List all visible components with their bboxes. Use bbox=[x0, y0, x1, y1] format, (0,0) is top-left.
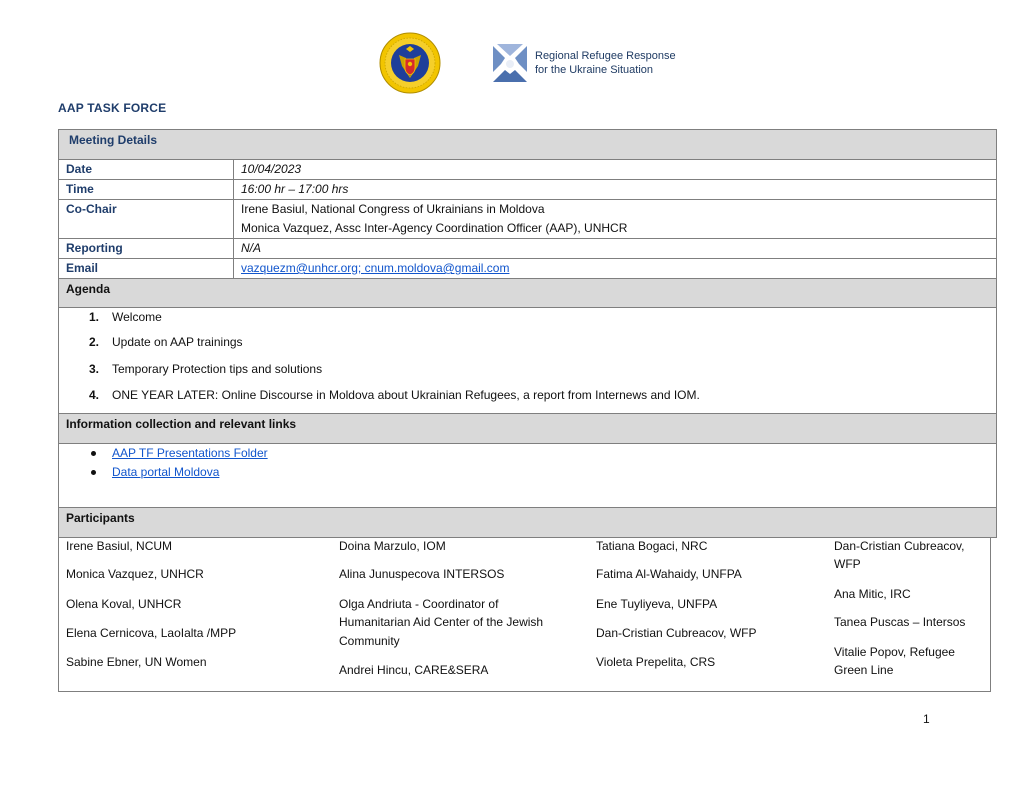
participant-name: WFP bbox=[834, 557, 861, 571]
moldova-coat-of-arms-logo bbox=[379, 31, 441, 95]
participant-name: Fatima Al-Wahaidy, UNFPA bbox=[596, 567, 742, 581]
logo-text-line-1: Regional Refugee Response bbox=[535, 50, 676, 62]
participant-name: Doina Marzulo, IOM bbox=[339, 539, 446, 553]
time-value: 16:00 hr – 17:00 hrs bbox=[241, 182, 349, 196]
email-separator: ; bbox=[357, 261, 365, 275]
co-chair-value-1: Irene Basiul, National Congress of Ukrainians in Moldova bbox=[241, 202, 545, 216]
meeting-details-header bbox=[58, 129, 997, 160]
info-heading: Information collection and relevant links bbox=[66, 417, 297, 431]
row-divider bbox=[58, 258, 997, 259]
details-column-divider bbox=[233, 159, 234, 279]
participant-name: Dan-Cristian Cubreacov, WFP bbox=[596, 626, 757, 640]
participant-name: Alina Junuspecova INTERSOS bbox=[339, 567, 505, 581]
agenda-item-4: ONE YEAR LATER: Online Discourse in Moldova about Ukrainian Refugees, a report from Internews and IOM. bbox=[112, 388, 700, 402]
participant-name: Irene Basiul, NCUM bbox=[66, 539, 173, 553]
participant-name: Elena Cernicova, LaoIalta /MPP bbox=[66, 626, 237, 640]
info-header bbox=[58, 413, 997, 444]
agenda-item-3: Temporary Protection tips and solutions bbox=[112, 362, 323, 376]
participant-name: Andrei Hincu, CARE&SERA bbox=[339, 663, 489, 677]
time-label: Time bbox=[66, 182, 94, 196]
participant-name: Ene Tuyliyeva, UNFPA bbox=[596, 597, 718, 611]
participant-name: Sabine Ebner, UN Women bbox=[66, 655, 207, 669]
link-aap-presentations[interactable]: AAP TF Presentations Folder bbox=[112, 446, 268, 460]
task-force-title: AAP TASK FORCE bbox=[58, 101, 167, 115]
regional-refugee-response-logo bbox=[489, 42, 689, 86]
agenda-item-2: Update on AAP trainings bbox=[112, 335, 243, 349]
page-number: 1 bbox=[923, 712, 930, 726]
agenda-number-3: 3. bbox=[89, 362, 100, 376]
agenda-heading: Agenda bbox=[66, 282, 111, 296]
logo-text-line-2: for the Ukraine Situation bbox=[535, 64, 654, 76]
participant-name: Tatiana Bogaci, NRC bbox=[596, 539, 708, 553]
participant-name: Violeta Prepelita, CRS bbox=[596, 655, 716, 669]
meeting-details-heading: Meeting Details bbox=[69, 133, 158, 147]
meeting-details-table bbox=[58, 159, 997, 279]
row-divider bbox=[58, 199, 997, 200]
participant-name: Humanitarian Aid Center of the Jewish bbox=[339, 615, 544, 629]
row-divider bbox=[58, 179, 997, 180]
participants-header bbox=[58, 507, 997, 538]
bullet-icon bbox=[91, 451, 96, 456]
link-data-portal[interactable]: Data portal Moldova bbox=[112, 465, 220, 479]
email-value bbox=[241, 261, 509, 275]
co-chair-value-2: Monica Vazquez, Assc Inter-Agency Coordination Officer (AAP), UNHCR bbox=[241, 221, 628, 235]
agenda-item-1: Welcome bbox=[112, 310, 162, 324]
participant-name: Green Line bbox=[834, 663, 894, 677]
reporting-label: Reporting bbox=[66, 241, 123, 255]
email-label: Email bbox=[66, 261, 99, 275]
participant-name: Olga Andriuta - Coordinator of bbox=[339, 597, 499, 611]
reporting-value: N/A bbox=[241, 241, 262, 255]
email-link-unhcr[interactable]: vazquezm@unhcr.org bbox=[241, 261, 358, 275]
participant-name: Dan-Cristian Cubreacov, bbox=[834, 539, 965, 553]
co-chair-label: Co-Chair bbox=[66, 202, 117, 216]
email-link-cnum[interactable]: cnum.moldova@gmail.com bbox=[364, 261, 510, 275]
agenda-number-1: 1. bbox=[89, 310, 100, 324]
participant-name: Community bbox=[339, 634, 400, 648]
bullet-icon bbox=[91, 470, 96, 475]
row-divider bbox=[58, 238, 997, 239]
agenda-header bbox=[58, 278, 997, 308]
agenda-number-4: 4. bbox=[89, 388, 100, 402]
date-label: Date bbox=[66, 162, 93, 176]
agenda-number-2: 2. bbox=[89, 335, 100, 349]
participant-name: Monica Vazquez, UNHCR bbox=[66, 567, 204, 581]
date-value: 10/04/2023 bbox=[241, 162, 302, 176]
participant-name: Ana Mitic, IRC bbox=[834, 587, 911, 601]
participant-name: Olena Koval, UNHCR bbox=[66, 597, 182, 611]
participants-heading: Participants bbox=[66, 511, 135, 525]
participant-name: Vitalie Popov, Refugee bbox=[834, 645, 955, 659]
participant-name: Tanea Puscas – Intersos bbox=[834, 615, 966, 629]
